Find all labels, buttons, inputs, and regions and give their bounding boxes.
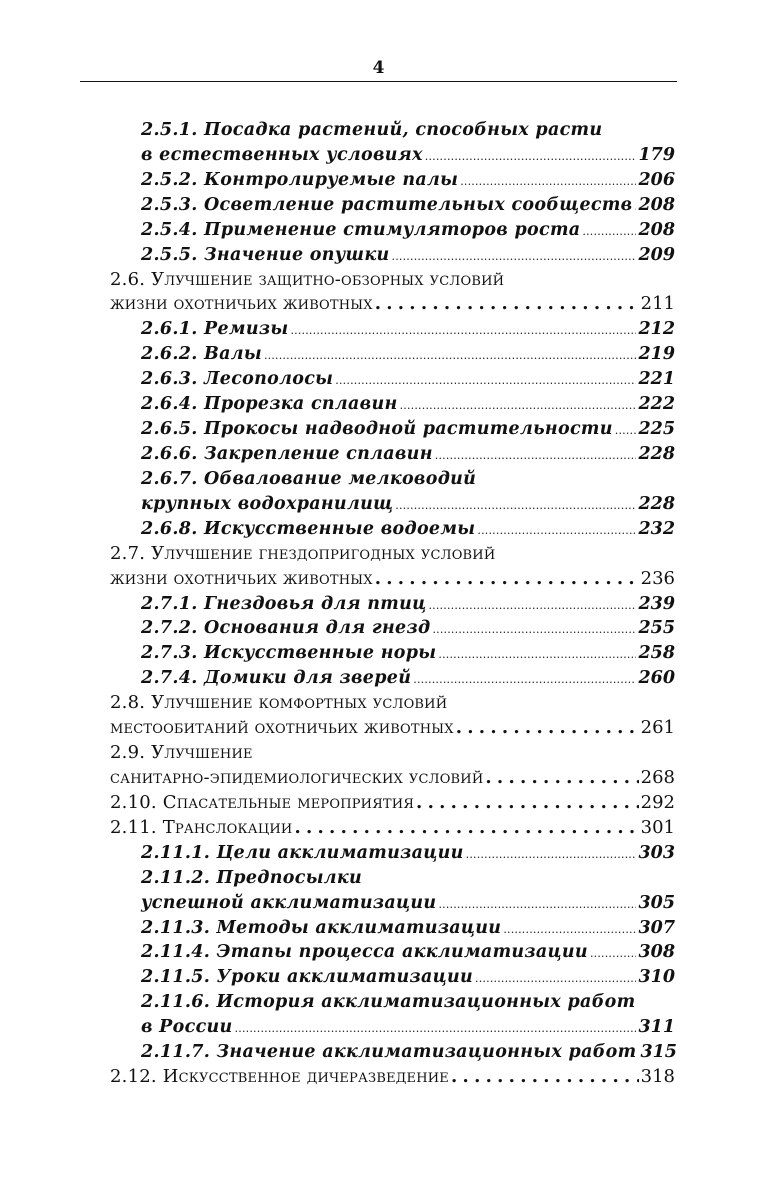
toc-leader-dots bbox=[264, 342, 637, 369]
toc-subsection bbox=[110, 467, 675, 492]
toc-entry-title: санитарно-эпидемиологических условий bbox=[110, 766, 484, 788]
toc-entry-label bbox=[110, 542, 495, 567]
toc-section bbox=[110, 791, 675, 816]
toc-entry-label: 2.6.3. Лесополосы bbox=[141, 369, 334, 390]
toc-leader-dots bbox=[438, 891, 636, 918]
toc-page-number: 212 bbox=[638, 319, 675, 340]
toc-section bbox=[110, 542, 675, 567]
table-of-contents bbox=[110, 118, 675, 1090]
toc-section bbox=[110, 292, 675, 317]
toc-leader-dots bbox=[432, 616, 636, 643]
toc-page-number: 268 bbox=[640, 766, 675, 788]
toc-entry-label bbox=[110, 741, 253, 766]
toc-subsection bbox=[110, 168, 675, 193]
toc-subsection bbox=[110, 616, 675, 641]
toc-page-number: 308 bbox=[638, 942, 675, 963]
toc-subsection bbox=[110, 990, 675, 1015]
toc-subsection bbox=[110, 118, 675, 143]
toc-subsection bbox=[110, 442, 675, 467]
toc-subsection bbox=[110, 342, 675, 367]
toc-subsection bbox=[110, 841, 675, 866]
toc-entry-label bbox=[110, 791, 414, 816]
toc-page-number: 310 bbox=[638, 967, 675, 988]
toc-page-number: 261 bbox=[640, 717, 675, 739]
toc-leader-dots bbox=[375, 567, 639, 592]
toc-page-number: 301 bbox=[640, 816, 675, 838]
toc-entry-label: 2.7.1. Гнездовья для птиц bbox=[141, 593, 427, 614]
toc-page-number: 179 bbox=[638, 144, 675, 165]
toc-entry-title: Спасательные мероприятия bbox=[162, 791, 415, 813]
toc-subsection bbox=[110, 243, 675, 268]
toc-page-number: 208 bbox=[638, 219, 675, 240]
toc-entry-label bbox=[110, 816, 292, 841]
toc-page-number: 236 bbox=[640, 567, 675, 589]
toc-page-number: 260 bbox=[638, 668, 675, 689]
toc-subsection bbox=[110, 317, 675, 342]
toc-subsection bbox=[110, 193, 675, 218]
toc-entry-number: 2.7. bbox=[110, 542, 152, 564]
toc-entry-label: 2.6.8. Искусственные водоемы bbox=[141, 518, 476, 539]
toc-entry-title: Транслокации bbox=[162, 816, 293, 838]
toc-leader-dots bbox=[428, 592, 636, 619]
toc-page-number: 292 bbox=[640, 791, 675, 813]
toc-leader-dots bbox=[615, 417, 637, 444]
toc-leader-dots bbox=[290, 317, 636, 344]
toc-page-number: 211 bbox=[640, 293, 675, 315]
toc-subsection bbox=[110, 392, 675, 417]
toc-leader-dots bbox=[294, 816, 638, 841]
toc-page-number: 206 bbox=[638, 169, 675, 190]
toc-leader-dots bbox=[477, 517, 636, 544]
toc-entry-label: крупных водохранилищ bbox=[141, 493, 394, 514]
toc-entry-title: Улучшение защитно-обзорных условий bbox=[151, 268, 505, 290]
toc-entry-label bbox=[110, 766, 483, 791]
toc-page-number: 305 bbox=[638, 892, 675, 913]
toc-leader-dots bbox=[438, 641, 636, 668]
toc-entry-label: 2.6.2. Валы bbox=[141, 344, 262, 365]
toc-leader-dots bbox=[395, 492, 636, 519]
toc-subsection bbox=[110, 218, 675, 243]
toc-entry-title: Улучшение bbox=[151, 742, 253, 764]
toc-page-number: 307 bbox=[638, 917, 675, 938]
toc-section bbox=[110, 268, 675, 293]
toc-subsection bbox=[110, 891, 675, 916]
toc-entry-label bbox=[110, 691, 447, 716]
toc-subsection bbox=[110, 517, 675, 542]
toc-section bbox=[110, 567, 675, 592]
toc-page-number: 221 bbox=[638, 369, 675, 390]
toc-entry-label: 2.7.3. Искусственные норы bbox=[141, 643, 437, 664]
toc-entry-label: 2.6.4. Прорезка сплавин bbox=[141, 394, 398, 415]
toc-leader-dots bbox=[425, 143, 637, 170]
toc-subsection bbox=[110, 940, 675, 965]
toc-entry-number: 2.6. bbox=[110, 268, 152, 290]
toc-section bbox=[110, 691, 675, 716]
toc-entry-label: 2.5.2. Контролируемые палы bbox=[141, 169, 459, 190]
toc-leader-dots bbox=[460, 168, 636, 195]
toc-page-number: 208 bbox=[638, 194, 675, 215]
toc-entry-title: Улучшение гнездопригодных условий bbox=[151, 542, 496, 564]
toc-page-number: 303 bbox=[638, 842, 675, 863]
toc-subsection bbox=[110, 965, 675, 990]
toc-section bbox=[110, 766, 675, 791]
toc-page-number: 255 bbox=[638, 618, 675, 639]
header-rule bbox=[80, 81, 677, 82]
toc-leader-dots bbox=[582, 218, 636, 245]
toc-page-number: 311 bbox=[638, 1017, 675, 1038]
toc-leader-dots bbox=[475, 965, 636, 992]
toc-page-number: 315 bbox=[640, 1042, 677, 1063]
toc-leader-dots bbox=[375, 292, 639, 317]
toc-leader-dots bbox=[235, 1015, 637, 1042]
toc-section bbox=[110, 741, 675, 766]
toc-entry-number: 2.9. bbox=[110, 742, 152, 764]
page-number: 4 bbox=[372, 58, 385, 78]
toc-page-number: 209 bbox=[638, 244, 675, 265]
toc-section bbox=[110, 716, 675, 741]
toc-entry-number: 2.11. bbox=[110, 816, 163, 838]
toc-entry-title: Искусственное дичеразведение bbox=[162, 1066, 449, 1088]
toc-leader-dots bbox=[416, 791, 639, 816]
toc-leader-dots bbox=[335, 367, 636, 394]
toc-page-number: 222 bbox=[638, 394, 675, 415]
toc-entry-label: 2.11.6. История акклиматизационных работ bbox=[141, 992, 636, 1013]
toc-entry-number: 2.10. bbox=[110, 791, 163, 813]
toc-section bbox=[110, 816, 675, 841]
toc-subsection bbox=[110, 367, 675, 392]
toc-entry-label: 2.11.2. Предпосылки bbox=[141, 867, 363, 888]
toc-page-number: 258 bbox=[638, 643, 675, 664]
toc-entry-label: успешной акклиматизации bbox=[141, 892, 437, 913]
toc-leader-dots bbox=[451, 1065, 639, 1090]
toc-entry-label: 2.11.7. Значение акклиматизационных работ bbox=[141, 1042, 637, 1063]
toc-section bbox=[110, 1065, 675, 1090]
toc-subsection bbox=[110, 866, 675, 891]
toc-leader-dots bbox=[435, 442, 637, 469]
toc-entry-label: 2.6.1. Ремизы bbox=[141, 319, 289, 340]
toc-entry-title: жизни охотничьих животных bbox=[110, 567, 373, 589]
toc-entry-label: 2.5.5. Значение опушки bbox=[141, 244, 390, 265]
toc-leader-dots bbox=[503, 916, 636, 943]
toc-entry-label bbox=[110, 567, 373, 592]
toc-entry-number: 2.12. bbox=[110, 1066, 163, 1088]
toc-page-number: 228 bbox=[638, 443, 675, 464]
toc-page-number: 318 bbox=[640, 1066, 675, 1088]
toc-subsection bbox=[110, 1040, 675, 1065]
toc-entry-label: 2.11.3. Методы акклиматизации bbox=[141, 917, 502, 938]
toc-leader-dots bbox=[466, 841, 637, 868]
toc-subsection bbox=[110, 492, 675, 517]
toc-entry-label: 2.7.2. Основания для гнезд bbox=[141, 618, 431, 639]
toc-subsection bbox=[110, 417, 675, 442]
toc-entry-label bbox=[110, 268, 504, 293]
toc-leader-dots bbox=[456, 716, 639, 741]
toc-leader-dots bbox=[485, 766, 638, 791]
toc-page-number: 228 bbox=[638, 493, 675, 514]
toc-entry-label: 2.6.5. Прокосы надводной растительности bbox=[141, 419, 613, 440]
toc-subsection bbox=[110, 1015, 675, 1040]
toc-entry-number: 2.8. bbox=[110, 692, 152, 714]
toc-entry-label: 2.5.3. Осветление растительных сообществ bbox=[141, 194, 633, 215]
toc-page-number: 232 bbox=[638, 518, 675, 539]
toc-entry-label bbox=[110, 1065, 449, 1090]
toc-entry-label bbox=[110, 716, 454, 741]
toc-subsection bbox=[110, 592, 675, 617]
toc-subsection bbox=[110, 916, 675, 941]
toc-entry-title: жизни охотничьих животных bbox=[110, 293, 373, 315]
toc-entry-label: 2.5.1. Посадка растений, способных расти bbox=[141, 120, 603, 140]
toc-entry-label: 2.11.4. Этапы процесса акклиматизации bbox=[141, 942, 588, 963]
toc-entry-label bbox=[110, 292, 373, 317]
toc-entry-label: 2.6.7. Обвалование мелководий bbox=[141, 468, 477, 489]
toc-page-number: 225 bbox=[638, 419, 675, 440]
toc-subsection bbox=[110, 641, 675, 666]
toc-subsection bbox=[110, 666, 675, 691]
toc-entry-label: 2.7.4. Домики для зверей bbox=[141, 668, 412, 689]
toc-entry-label: 2.5.4. Применение стимуляторов роста bbox=[141, 219, 581, 240]
toc-leader-dots bbox=[392, 243, 637, 270]
toc-leader-dots bbox=[400, 392, 637, 419]
toc-page-number: 239 bbox=[638, 593, 675, 614]
toc-entry-label: в России bbox=[141, 1017, 233, 1038]
toc-subsection bbox=[110, 143, 675, 168]
toc-page-number: 219 bbox=[638, 344, 675, 365]
toc-entry-label: 2.11.5. Уроки акклиматизации bbox=[141, 967, 474, 988]
toc-entry-label: в естественных условиях bbox=[141, 144, 423, 165]
toc-entry-title: местообитаний охотничьих животных bbox=[110, 717, 454, 739]
toc-entry-title: Улучшение комфортных условий bbox=[151, 692, 448, 714]
toc-leader-dots bbox=[590, 940, 637, 967]
toc-entry-label: 2.6.6. Закрепление сплавин bbox=[141, 443, 433, 464]
toc-leader-dots bbox=[413, 666, 636, 693]
toc-leader-dots bbox=[634, 193, 636, 220]
toc-entry-label: 2.11.1. Цели акклиматизации bbox=[141, 842, 464, 863]
